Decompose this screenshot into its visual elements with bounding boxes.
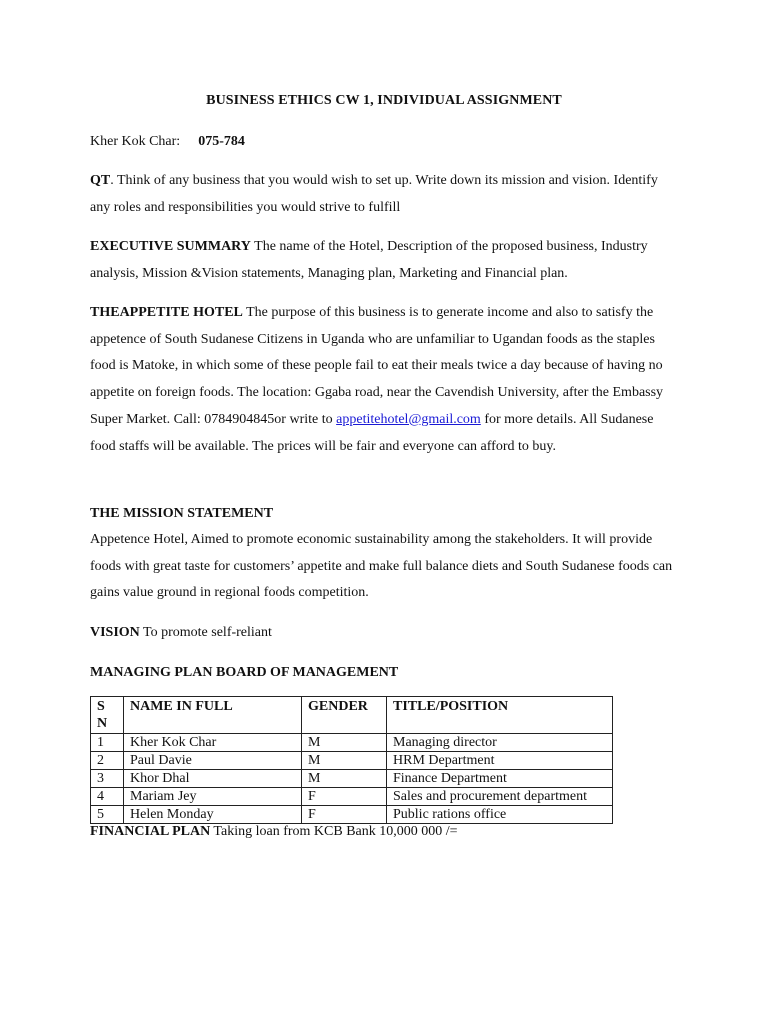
author-id: 075-784 (198, 134, 245, 149)
cell-name: Paul Davie (124, 752, 302, 770)
hotel-label: THEAPPETITE HOTEL (90, 305, 243, 320)
question-text: . Think of any business that you would wish to set up. Write down its mission and vision. Identify any roles and responsibilities you would strive to fulfill (90, 173, 658, 215)
executive-summary-text: The name of the Hotel, Description of the proposed business, Industry analysis, Mission &Vision statements, Managing plan, Marketing and Financial plan. (90, 239, 648, 281)
vision-label: VISION (90, 625, 140, 640)
cell-gender: M (302, 734, 387, 752)
cell-sn: 3 (91, 770, 124, 788)
table-row (91, 806, 613, 824)
column-header-title: TITLE/POSITION (387, 697, 613, 734)
cell-gender: M (302, 770, 387, 788)
mission-heading: THE MISSION STATEMENT (90, 506, 274, 521)
board-table (90, 696, 613, 824)
cell-title: HRM Department (387, 752, 613, 770)
hotel-paragraph (90, 300, 680, 460)
hotel-text-after-link: for more details. All Sudanese food staffs will be available. The prices will be fair and everyone can afford to buy. (90, 411, 654, 454)
financial-plan-label: FINANCIAL PLAN (90, 824, 211, 839)
executive-summary-label: EXECUTIVE SUMMARY (90, 239, 251, 254)
question-label: QT (90, 173, 111, 188)
cell-sn: 5 (91, 806, 124, 824)
table-row (91, 734, 613, 752)
cell-title: Sales and procurement department (387, 788, 613, 806)
cell-gender: M (302, 752, 387, 770)
author-name: Kher Kok Char: (90, 134, 181, 149)
question-paragraph (90, 168, 680, 221)
hotel-text: The purpose of this business is to generate income and also to satisfy the appetence of South Sudanese Citizens in Uganda who are unfamiliar to Ugandan foods as the staples food is Matoke, in which some of these people fail to eat their meals twice a day because of having no appetite on foreign foods. The location: Ggaba road, near the Cavendish University, after the Embassy Super Market. Call: 0784904845or write to (90, 305, 664, 427)
mission-text: Appetence Hotel, Aimed to promote economic sustainability among the stakeholders. It will provide foods with great taste for customers’ appetite and make full balance diets and South Sudanese foods can gains value ground in regional foods competition. (90, 532, 673, 601)
table-row (91, 788, 613, 806)
executive-summary-paragraph (90, 234, 680, 287)
financial-plan-paragraph (90, 823, 680, 841)
column-header-name: NAME IN FULL (124, 697, 302, 734)
cell-title: Managing director (387, 734, 613, 752)
managing-plan-heading: MANAGING PLAN BOARD OF MANAGEMENT (90, 665, 399, 680)
cell-sn: 1 (91, 734, 124, 752)
cell-name: Khor Dhal (124, 770, 302, 788)
cell-title: Finance Department (387, 770, 613, 788)
column-header-gender: GENDER (302, 697, 387, 734)
column-header-sn: S N (91, 697, 124, 734)
cell-name: Helen Monday (124, 806, 302, 824)
cell-name: Kher Kok Char (124, 734, 302, 752)
cell-sn: 2 (91, 752, 124, 770)
cell-name: Mariam Jey (124, 788, 302, 806)
vision-paragraph (90, 620, 680, 647)
cell-sn: 4 (91, 788, 124, 806)
cell-gender: F (302, 788, 387, 806)
author-line (90, 129, 680, 156)
cell-title: Public rations office (387, 806, 613, 824)
table-header-row (91, 697, 613, 734)
table-row (91, 770, 613, 788)
financial-plan-text: Taking loan from KCB Bank 10,000 000 /= (210, 824, 458, 839)
email-link[interactable]: appetitehotel@gmail.com (336, 411, 481, 427)
table-row (91, 752, 613, 770)
document-title: BUSINESS ETHICS CW 1, INDIVIDUAL ASSIGNMENT (206, 93, 562, 108)
vision-text: To promote self-reliant (139, 625, 272, 640)
cell-gender: F (302, 806, 387, 824)
